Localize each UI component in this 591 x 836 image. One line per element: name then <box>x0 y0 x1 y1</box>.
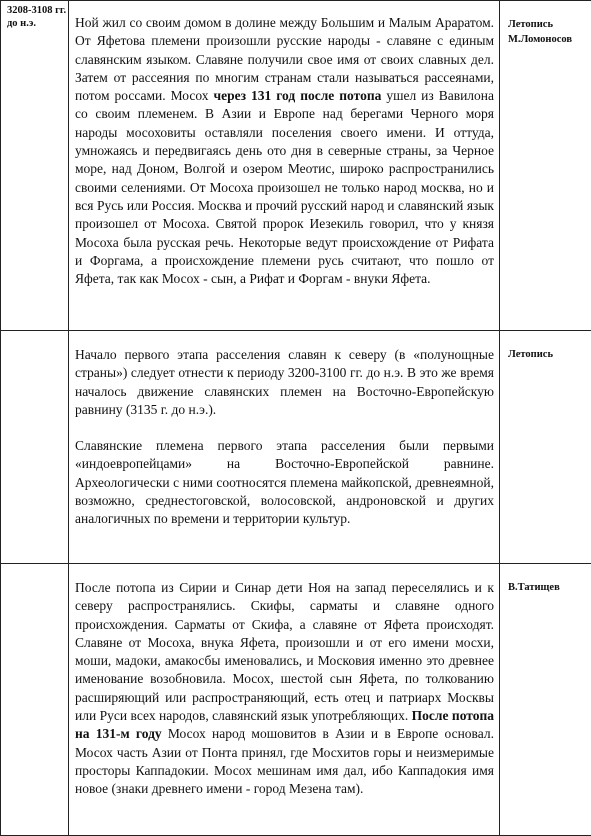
paragraph <box>75 579 494 799</box>
text-cell <box>69 564 500 836</box>
source-cell <box>500 564 591 836</box>
text-block <box>69 331 499 529</box>
source-label: Летопись <box>508 349 553 360</box>
bold-text: После потопа на 131-м году <box>75 708 495 742</box>
paragraph <box>75 14 494 288</box>
text-run: Начало первого этапа расселения славян к северу (в «полунощные страны») следует отнести к периоду 3200-3100 гг. до н.э. В это же время началось движение славянских племен на Восточно-Европейскую равнину (3135 г. до н.э.). <box>75 347 494 417</box>
date-cell <box>1 331 69 564</box>
date-label: 3208-3108 гг. до н.э. <box>7 5 67 29</box>
paragraph <box>75 346 494 419</box>
date-label <box>1 331 68 334</box>
text-run: Мосох народ мошовитов в Азии и в Европе основал. Мосох часть Азии от Понта принял, где Мосхитов горы и неизмеримые просторы Каппадокии. Мосох мешинам имя дал, ибо Каппадокия имя новое (знаки древнего имени - город Мезена там). <box>75 726 494 797</box>
text-run: Ной жил со своим домом в долине между Большим и Малым Араратом. От Яфетова племени произошли русские народы - славяне с единым славянским языком. Славяне получили свое имя от своих славных дел. Затем от рассеяния по многим странам стали называться рассеянами, потом россами. Мосох <box>75 15 494 104</box>
paragraph <box>75 437 494 528</box>
date-cell <box>1 1 69 331</box>
text-block <box>69 564 499 799</box>
source-cell <box>500 1 591 331</box>
text-cell <box>69 1 500 331</box>
bold-text: через 131 год после потопа <box>213 88 382 104</box>
table-row <box>1 331 591 564</box>
text-run: После потопа из Сирии и Синар дети Ноя на запад переселялись и к северу распространялись. Скифы, сарматы и славяне одного происхождения. Сарматы от Скифа, а славяне от Яфета происходят. Славяне от Мосоха, внука Яфета, произошли и от его имени мосхи, моши, мадоки, амакосбы именовались, и Московия именно это древнее именование возобновила. Мосох, шестой сын Яфета, по толкованию расширяющий или распространяющий, есть отец и патриарх Москвы или Руси всех народов, славянский язык употребляющих. <box>75 580 494 724</box>
date-label <box>1 564 68 567</box>
table-row <box>1 1 591 331</box>
text-run: ушел из Вавилона со своим племенем. В Азии и Европе над берегами Черного моря народы мосоховиты оставляли поселения своего имени. И оттуда, умножаясь и передвигаясь день ото дня в северные страны, за Черное море, над Доном, Волгой и озером Меотис, широко распространились своими селениями. От Мосоха произошел не только народ москва, но и вся Русь или Россия. Москва и прочий русский народ и славянский язык произошел от Мосоха. Святой пророк Иезекиль говорил, что у князя Мосоха была русская речь. Некоторые ведут происхождение от Рифата и Форгама, а происхождение племени русь считают, что пошло от Яфета, так как Мосох - сын, а Рифат и Форгам - внуки Яфета. <box>75 88 494 287</box>
source-label: Летопись М.Ломоносов <box>508 19 573 45</box>
text-cell <box>69 331 500 564</box>
date-cell <box>1 564 69 836</box>
text-block <box>69 1 499 288</box>
text-run: Славянские племена первого этапа расселения были первыми «индоевропейцами» на Восточно-Европейской равнине. Археологически с ними соотносятся племена майкопской, древнеямной, возможно, среднестоговской, волосовской, андроновской и других аналогичных по времени и территории культур. <box>75 438 494 527</box>
table-row <box>1 564 591 836</box>
source-cell <box>500 331 591 564</box>
source-label: В.Татищев <box>508 582 560 593</box>
